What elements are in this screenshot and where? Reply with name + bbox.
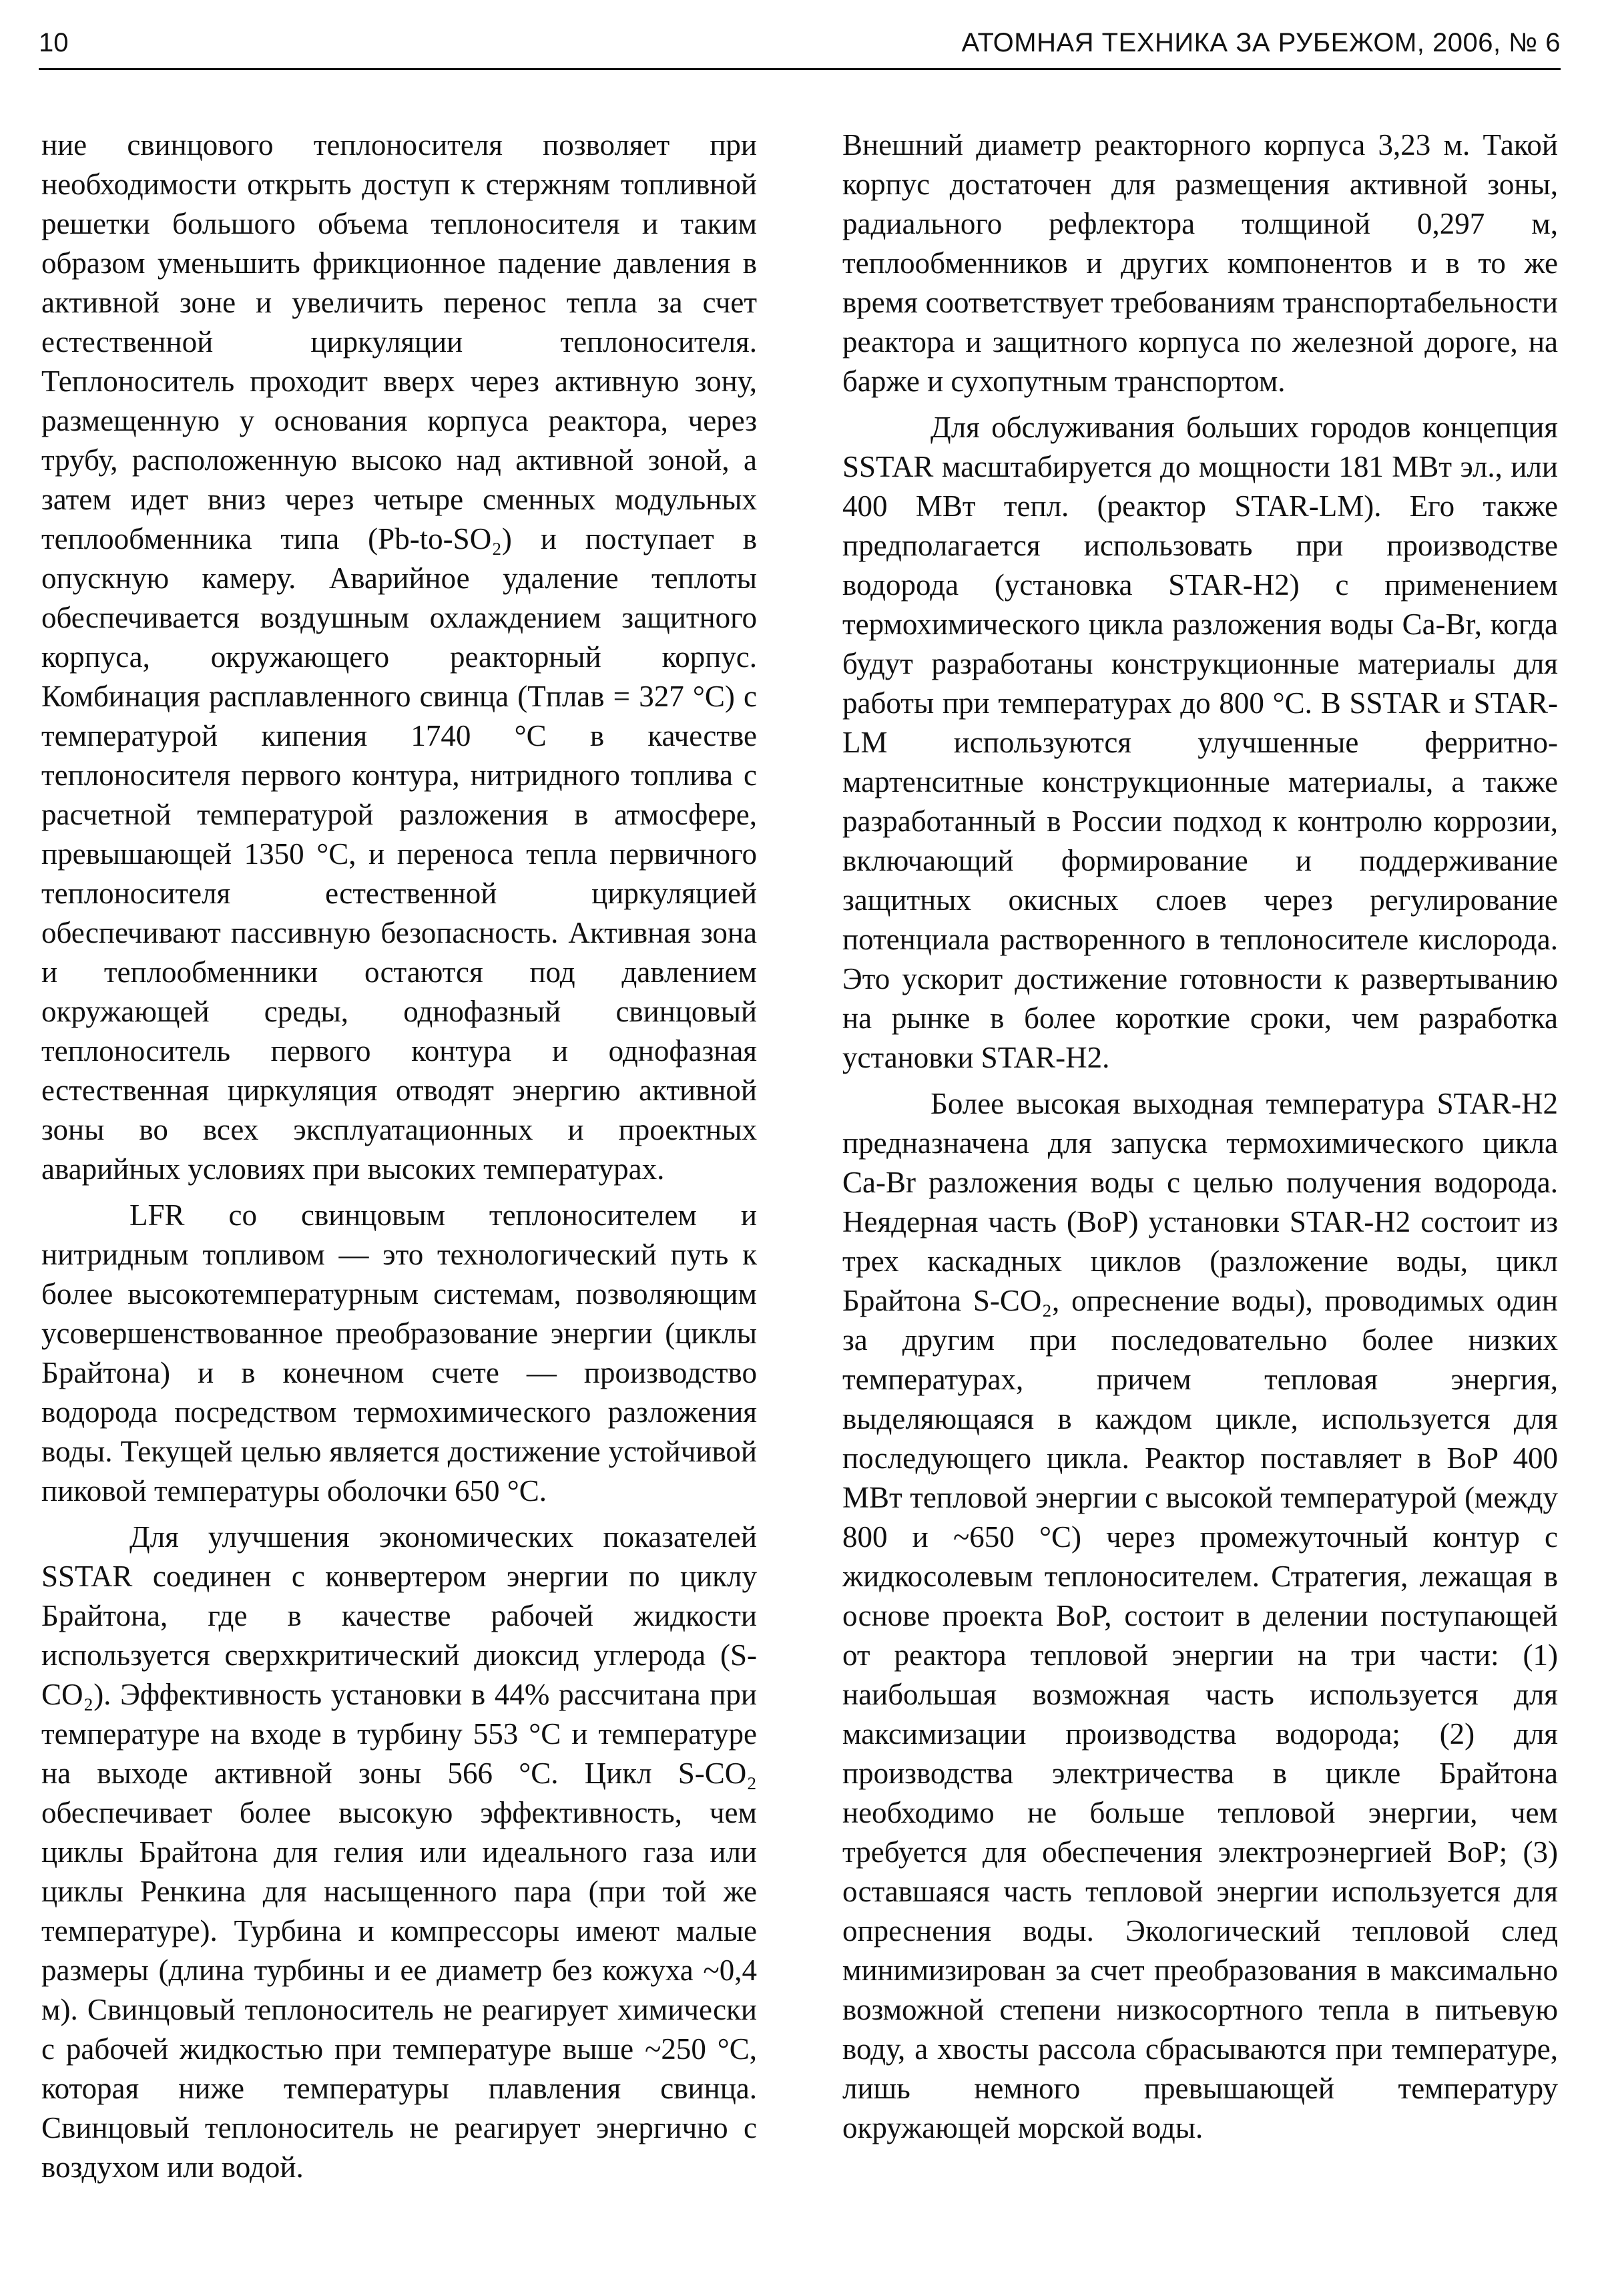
paragraph: Для обслуживания больших городов концепция SSTAR масштабируется до мощности 181 МВт эл., или 400 МВт тепл. (реактор STAR-LM). Его также предполагается использовать при производстве водорода (установка STAR-H2) с применением термохимического цикла разложения воды Ca-Br, когда будут разработаны конструкционные материалы для работы при температурах до 800 °C. В SSTAR и STAR-LM используются улучшенные ферритно-мартенситные конструкционные материалы, а также разработанный в России подход к контролю коррозии, включающий формирование и поддерживание защитных окисных слоев через регулирование потенциала растворенного в теплоносителе кислорода. Это ускорит достижение готовности к развертыванию на рынке в более короткие сроки, чем разработка установки STAR-H2. (842, 411, 1558, 1074)
left-column (41, 126, 757, 2194)
paragraph: Внешний диаметр реакторного корпуса 3,23 м. Такой корпус достаточен для размещения активной зоны, радиального рефлектора толщиной 0,297 м, теплообменников и других компонентов и в то же время соответствует требованиям транспортабельности реактора и защитного корпуса по железной дороге, на барже и сухопутным транспортом. (842, 128, 1558, 398)
paragraph: Для улучшения экономических показателей SSTAR соединен с конвертером энергии по циклу Брайтона, где в качестве рабочей жидкости используется сверхкритический диоксид углерода (S-CO₂). Эффективность установки в 44% рассчитана при температуре на входе в турбину 553 °C и температуре на выходе активной зоны 566 °C. Цикл S-CO₂ обеспечивает более высокую эффективность, чем циклы Брайтона для гелия или идеального газа или циклы Ренкина для насыщенного пара (при той же температуре). Турбина и компрессоры имеют малые размеры (длина турбины и ее диаметр без кожуха ~0,4 м). Свинцовый теплоноситель не реагирует химически с рабочей жидкостью при температуре выше ~250 °C, которая ниже температуры плавления свинца. Свинцовый теплоноситель не реагирует энергично с воздухом или водой. (41, 1520, 757, 2184)
paragraph: ние свинцового теплоносителя позволяет при необходимости открыть доступ к стержням топливной решетки большого объема теплоносителя и таким образом уменьшить фрикционное падение давления в активной зоне и увеличить перенос тепла за счет естественной циркуляции теплоносителя. Теплоноситель проходит вверх через активную зону, размещенную у основания корпуса реактора, через трубу, расположенную высоко над активной зоной, а затем идет вниз через четыре сменных модульных теплообменника типа (Pb-to-SO₂) и поступает в опускную камеру. Аварийное удаление теплоты обеспечивается воздушным охлаждением защитного корпуса, окружающего реакторный корпус. Комбинация расплавленного свинца (Tплав = 327 °C) с температурой кипения 1740 °C в качестве теплоносителя первого контура, нитридного топлива с расчетной температурой разложения в атмосфере, превышающей 1350 °C, и переноса тепла первичного теплоносителя естественной циркуляцией обеспечивают пассивную безопасность. Активная зона и теплообменники остаются под давлением окружающей среды, однофазный свинцовый теплоноситель первого контура и однофазная естественная циркуляция отводят энергию активной зоны во всех эксплуатационных и проектных аварийных условиях при высоких температурах. (41, 128, 757, 1186)
paragraph: LFR со свинцовым теплоносителем и нитридным топливом — это технологический путь к более высокотемпературным системам, позволяющим усовершенствованное преобразование энергии (циклы Брайтона) и в конечном счете — производство водорода посредством термохимического разложения воды. Текущей целью является достижение устойчивой пиковой температуры оболочки 650 °C. (41, 1198, 757, 1508)
page-header (39, 25, 1561, 70)
paragraph: Более высокая выходная температура STAR-H2 предназначена для запуска термохимического цикла Ca-Br разложения воды с целью получения водорода. Неядерная часть (BoP) установки STAR-H2 состоит из трех каскадных циклов (разложение воды, цикл Брайтона S-CO₂, опреснение воды), проводимых один за другим при последовательно более низких температурах, причем тепловая энергия, выделяющаяся в каждом цикле, используется для последующего цикла. Реактор поставляет в BoP 400 МВт тепловой энергии с высокой температурой (между 800 и ~650 °C) через промежуточный контур с жидкосолевым теплоносителем. Стратегия, лежащая в основе проекта BoP, состоит в делении поступающей от реактора тепловой энергии на три части: (1) наибольшая возможная часть используется для максимизации производства водорода; (2) для производства электричества в цикле Брайтона необходимо не больше тепловой энергии, чем требуется для обеспечения электроэнергией BoP; (3) оставшаяся часть тепловой энергии используется для опреснения воды. Экологический тепловой след минимизирован за счет преобразования в максимально возможной степени низкосортного тепла в питьевую воду, а хвосты рассола сбрасываются при температуре, лишь немного превышающей температуру окружающей морской воды. (842, 1087, 1558, 2144)
page-number: 10 (39, 28, 69, 57)
journal-title: АТОМНАЯ ТЕХНИКА ЗА РУБЕЖОМ, 2006, № 6 (961, 28, 1561, 57)
right-column (842, 126, 1558, 2154)
